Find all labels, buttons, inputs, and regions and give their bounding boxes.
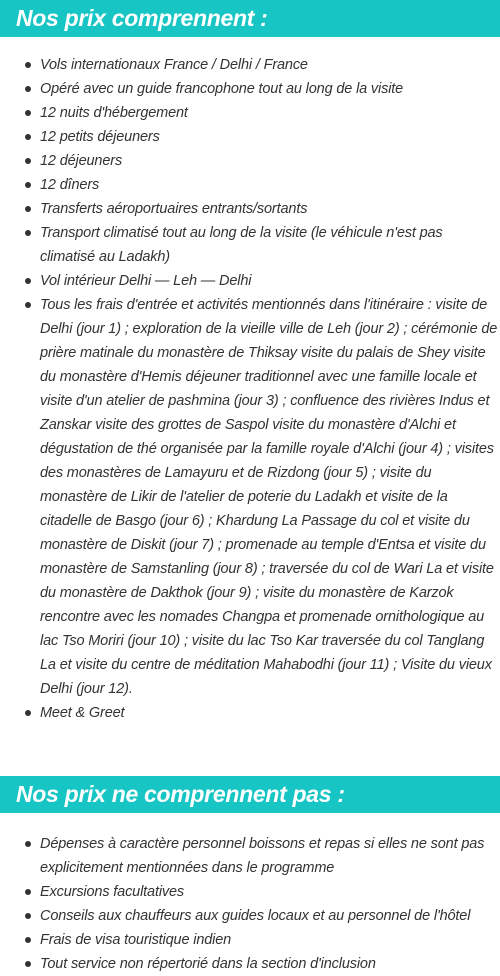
inclusion-item: Opéré avec un guide francophone tout au long de la visite (0, 77, 500, 101)
inclusion-item: Vol intérieur Delhi — Leh — Delhi (0, 269, 500, 293)
inclusion-item: Meet & Greet (0, 701, 500, 725)
exclusions-list (0, 832, 500, 976)
inclusions-list (0, 53, 500, 725)
inclusion-item: 12 nuits d'hébergement (0, 101, 500, 125)
inclusion-item: 12 petits déjeuners (0, 125, 500, 149)
inclusion-item: Transferts aéroportuaires entrants/sortants (0, 197, 500, 221)
inclusion-item: Vols internationaux France / Delhi / France (0, 53, 500, 77)
inclusion-item: 12 dîners (0, 173, 500, 197)
inclusions-heading: Nos prix comprennent : (0, 0, 500, 37)
exclusions-section (0, 776, 500, 976)
inclusion-item: Tous les frais d'entrée et activités mentionnés dans l'itinéraire : visite de Delhi (jour 1) ; exploration de la vieille ville de Leh (jour 2) ; cérémonie de prière matinale du monastère de Thiksay visite du palais de Shey visite du monastère d'Hemis déjeuner traditionnel avec une famille locale et visite d'un atelier de pashmina (jour 3) ; confluence des rivières Indus et Zanskar visite des grottes de Saspol visite du monastère d'Alchi et dégustation de thé organisée par la famille royale d'Alchi (jour 4) ; visites des monastères de Lamayuru et de Rizdong (jour 5) ; visite du monastère de Likir de l'atelier de poterie du Ladakh et visite de la citadelle de Basgo (jour 6) ; Khardung La Passage du col et visite du monastère de Diskit (jour 7) ; promenade au temple d'Entsa et visite du monastère de Samstanling (jour 8) ; traversée du col de Wari La et visite du monastère de Dakthok (jour 9) ; visite du monastère de Karzok rencontre avec les nomades Changpa et promenade ornithologique au lac Tso Moriri (jour 10) ; visite du lac Tso Kar traversée du col Tanglang La et visite du centre de méditation Mahabodhi (jour 11) ; Visite du vieux Delhi (jour 12). (0, 293, 500, 701)
exclusions-heading: Nos prix ne comprennent pas : (0, 776, 500, 813)
exclusion-item: Tout service non répertorié dans la section d'inclusion (0, 952, 500, 976)
exclusion-item: Excursions facultatives (0, 880, 500, 904)
inclusion-item: 12 déjeuners (0, 149, 500, 173)
exclusion-item: Conseils aux chauffeurs aux guides locaux et au personnel de l'hôtel (0, 904, 500, 928)
exclusion-item: Frais de visa touristique indien (0, 928, 500, 952)
inclusion-item: Transport climatisé tout au long de la visite (le véhicule n'est pas climatisé au Ladakh) (0, 221, 500, 269)
exclusion-item: Dépenses à caractère personnel boissons et repas si elles ne sont pas explicitement mentionnées dans le programme (0, 832, 500, 880)
